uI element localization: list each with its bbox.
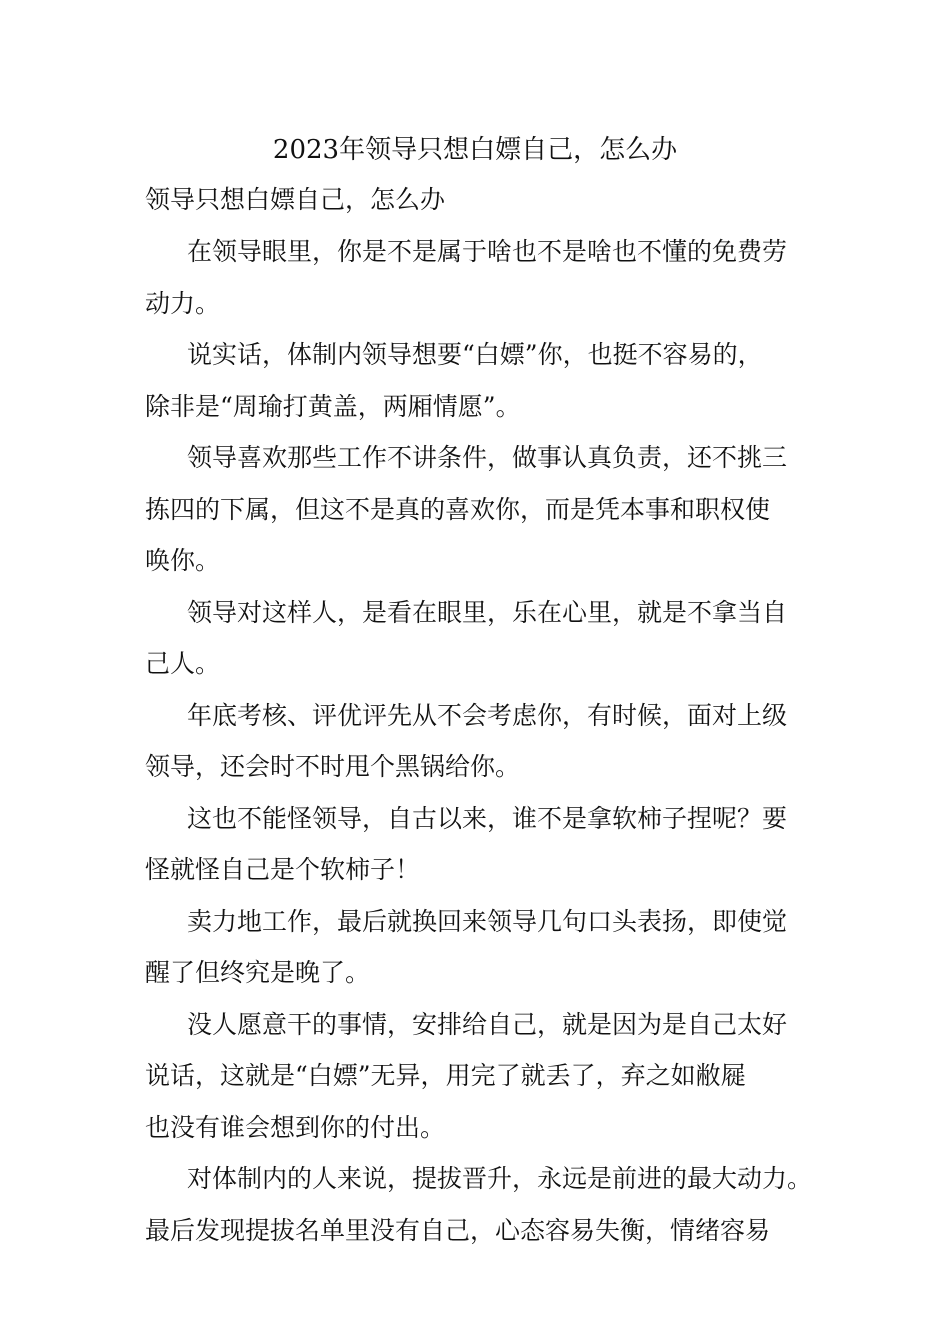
body-paragraph (145, 793, 815, 896)
paragraph-line: 除非是“周瑜打黄盖，两厢情愿”。 (145, 391, 521, 421)
body-paragraph (145, 226, 815, 329)
paragraph-line: 没人愿意干的事情，安排给自己，就是因为是自己太好 (187, 1009, 788, 1039)
paragraph-line: 这也不能怪领导，自古以来，谁不是拿软柿子捏呢？要 (187, 803, 788, 833)
body-paragraph (145, 329, 815, 432)
paragraph-line: 最后发现提拔名单里没有自己，心态容易失衡，情绪容易 (145, 1215, 771, 1245)
body-paragraph (145, 690, 815, 793)
paragraph-line: 对体制内的人来说，提拔晋升，永远是前进的最大动力。 (187, 1164, 813, 1193)
document-title: 2023年领导只想白嫖自己，怎么办 (272, 135, 678, 165)
paragraph-line: 也没有谁会想到你的付出。 (145, 1112, 446, 1142)
paragraph-line: 唤你。 (145, 546, 221, 575)
body-paragraph (145, 896, 815, 999)
paragraph-line: 在领导眼里，你是不是属于啥也不是啥也不懂的免费劳 (187, 237, 788, 266)
paragraph-line: 醒了但终究是晚了。 (145, 958, 371, 987)
document-subtitle: 领导只想白嫖自己，怎么办 (145, 185, 446, 214)
paragraph-line: 说实话，体制内领导想要“白嫖”你，也挺不容易的， (187, 340, 763, 369)
paragraph-line: 动力。 (145, 288, 221, 318)
document-body (145, 180, 815, 1256)
body-paragraph (145, 587, 815, 690)
body-paragraph (145, 1153, 815, 1256)
paragraph-line: 说话，这就是“白嫖”无异，用完了就丢了，弃之如敝屣 (145, 1061, 746, 1090)
paragraph-line: 拣四的下属，但这不是真的喜欢你，而是凭本事和职权使 (145, 494, 771, 524)
paragraph-line: 年底考核、评优评先从不会考虑你，有时候，面对上级 (187, 700, 788, 730)
body-paragraph (145, 999, 815, 1154)
body-paragraph (145, 432, 815, 587)
paragraph-line: 卖力地工作，最后就换回来领导几句口头表扬，即使觉 (187, 906, 788, 936)
paragraph-line: 领导，还会时不时甩个黑锅给你。 (145, 752, 521, 781)
paragraph-line: 领导对这样人，是看在眼里，乐在心里，就是不拿当自 (187, 597, 788, 627)
paragraph-line: 己人。 (145, 649, 221, 678)
paragraph-line: 领导喜欢那些工作不讲条件，做事认真负责，还不挑三 (187, 443, 788, 472)
paragraph-line: 怪就怪自己是个软柿子！ (145, 855, 421, 884)
